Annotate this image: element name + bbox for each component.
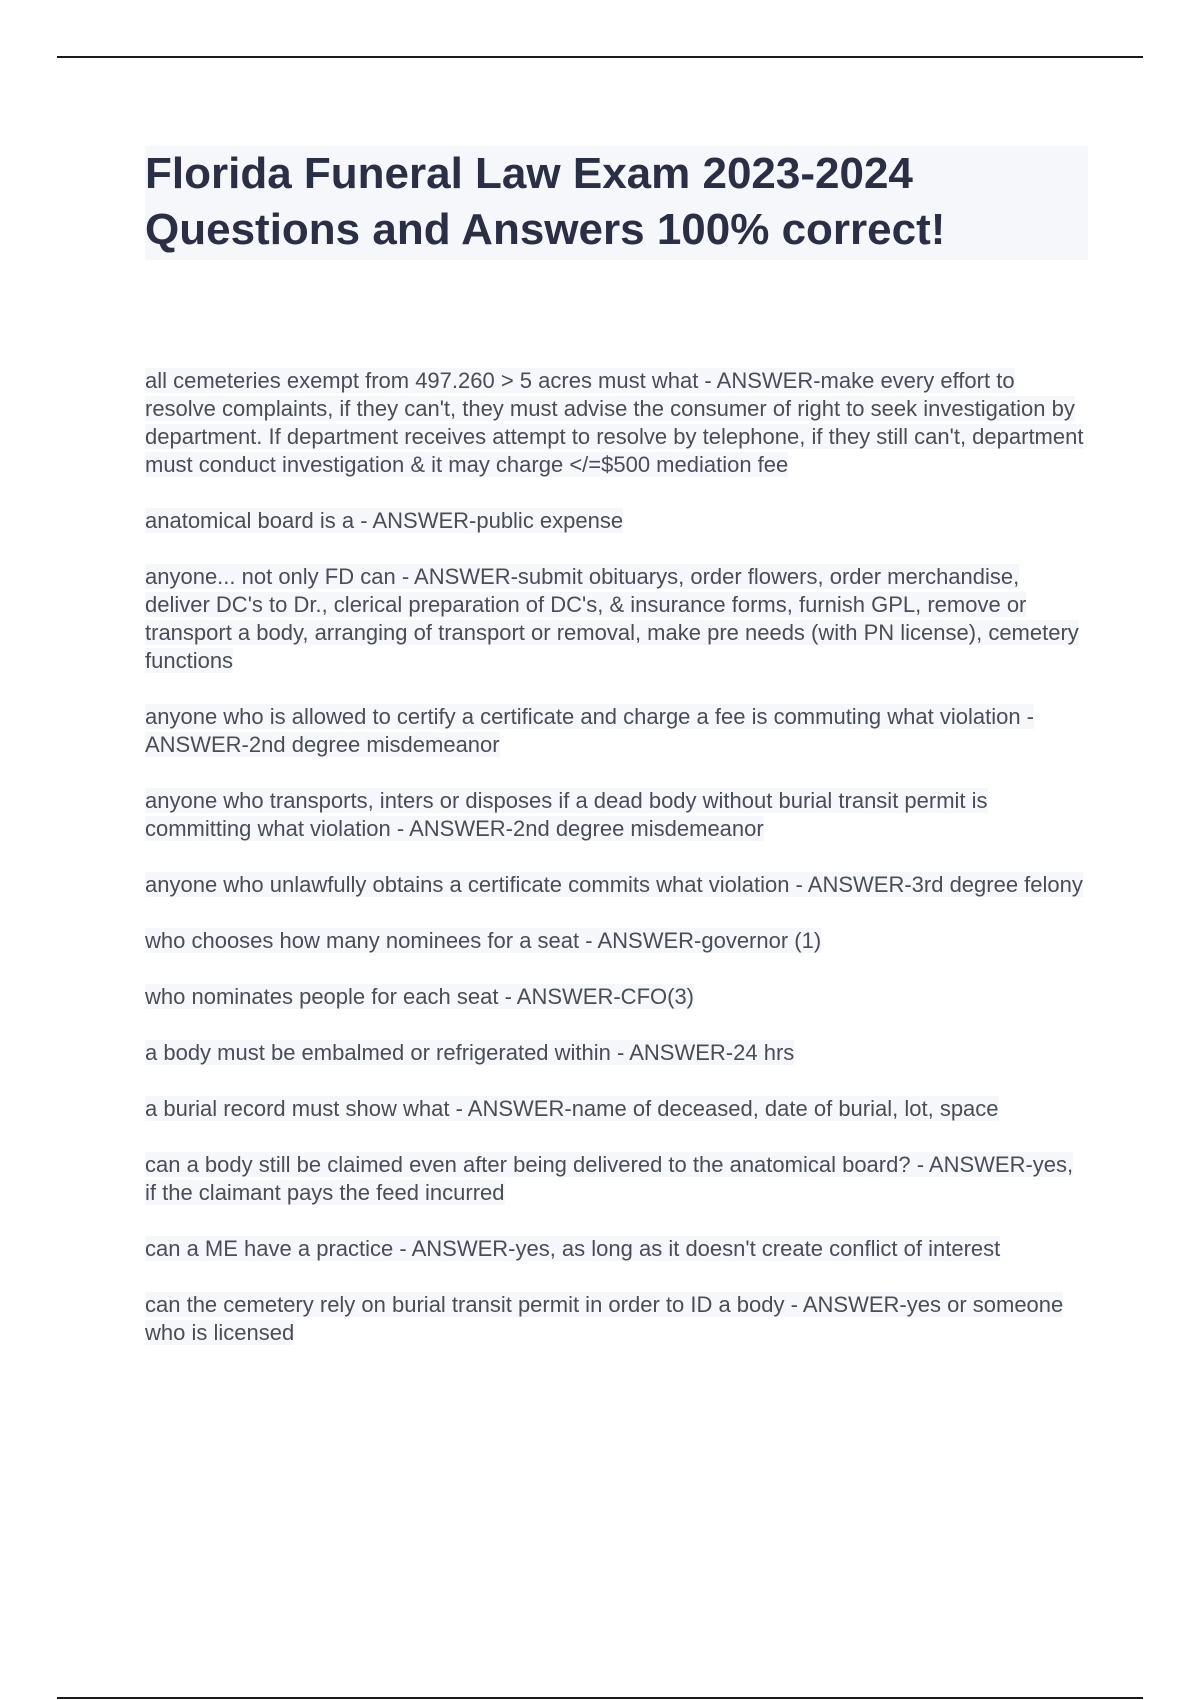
- qa-text: all cemeteries exempt from 497.260 > 5 acres must what - ANSWER-make every effort to resolve complaints, if they can't, they must advise the consumer of right to seek investigation by department. If department receives attempt to resolve by telephone, if they still can't, department must conduct investigation & it may charge </=$500 mediation fee: [145, 368, 1084, 477]
- qa-item: [145, 1095, 1090, 1123]
- qa-text: anyone... not only FD can - ANSWER-submit obituarys, order flowers, order merchandise, deliver DC's to Dr., clerical preparation of DC's, & insurance forms, furnish GPL, remove or transport a body, arranging of transport or removal, make pre needs (with PN license), cemetery functions: [145, 564, 1079, 673]
- qa-item: [145, 1235, 1090, 1263]
- qa-item: [145, 1039, 1090, 1067]
- qa-text: a burial record must show what - ANSWER-name of deceased, date of burial, lot, space: [145, 1096, 999, 1121]
- qa-text: can the cemetery rely on burial transit permit in order to ID a body - ANSWER-yes or someone who is licensed: [145, 1292, 1064, 1345]
- qa-item: [145, 871, 1090, 899]
- qa-item: [145, 983, 1090, 1011]
- top-rule: [57, 56, 1143, 58]
- qa-text: anyone who is allowed to certify a certificate and charge a fee is commuting what violation - ANSWER-2nd degree misdemeanor: [145, 704, 1035, 757]
- qa-text: can a body still be claimed even after being delivered to the anatomical board? - ANSWER-yes, if the claimant pays the feed incurred: [145, 1152, 1074, 1205]
- qa-text: anatomical board is a - ANSWER-public expense: [145, 508, 624, 533]
- qa-item: [145, 703, 1090, 759]
- qa-text: who chooses how many nominees for a seat - ANSWER-governor (1): [145, 928, 822, 953]
- title-block: [145, 146, 1088, 260]
- qa-list: [145, 367, 1090, 1375]
- qa-item: [145, 1151, 1090, 1207]
- qa-item: [145, 787, 1090, 843]
- qa-text: anyone who unlawfully obtains a certificate commits what violation - ANSWER-3rd degree felony: [145, 872, 1083, 897]
- qa-text: anyone who transports, inters or disposes if a dead body without burial transit permit is committing what violation - ANSWER-2nd degree misdemeanor: [145, 788, 988, 841]
- qa-item: [145, 1291, 1090, 1347]
- page-title: Florida Funeral Law Exam 2023-2024 Questions and Answers 100% correct!: [145, 149, 946, 254]
- qa-text: a body must be embalmed or refrigerated within - ANSWER-24 hrs: [145, 1040, 795, 1065]
- bottom-rule: [57, 1697, 1143, 1699]
- qa-text: who nominates people for each seat - ANSWER-CFO(3): [145, 984, 695, 1009]
- qa-text: can a ME have a practice - ANSWER-yes, as long as it doesn't create conflict of interest: [145, 1236, 1001, 1261]
- qa-item: [145, 563, 1090, 675]
- qa-item: [145, 507, 1090, 535]
- qa-item: [145, 367, 1090, 479]
- qa-item: [145, 927, 1090, 955]
